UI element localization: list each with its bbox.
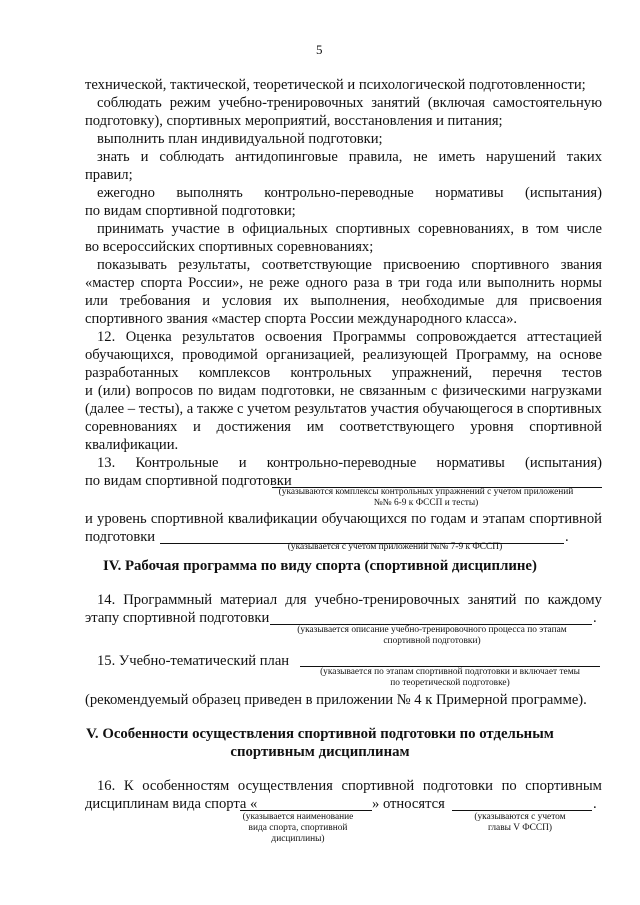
word: физическими	[442, 383, 526, 399]
word: условия	[221, 293, 272, 309]
word: выполнить	[487, 275, 555, 291]
word: (испытания)	[524, 185, 602, 201]
word: нарушений	[486, 149, 556, 165]
para13-line2: по видам спортивной подготовки	[85, 473, 292, 489]
word: обучающегося	[422, 401, 513, 417]
word: учебно-тренировочных	[314, 592, 460, 608]
word: не	[413, 149, 428, 165]
word: выполнять	[176, 185, 243, 201]
word: иметь	[438, 149, 476, 165]
para12-line3	[85, 364, 602, 382]
para16-note-left-c: дисциплины)	[271, 834, 325, 844]
word: самостоятельную	[492, 95, 602, 111]
word: и	[140, 149, 149, 165]
word: том	[536, 221, 559, 237]
word: квалификации	[227, 511, 318, 527]
section5-heading-line2: спортивным дисциплинам	[230, 744, 410, 760]
word: присвоения	[529, 293, 602, 309]
word: спортивных	[335, 221, 411, 237]
word: Контрольные	[135, 455, 219, 471]
para13-note1a: (указываются комплексы контрольных упражнений с учетом приложений	[278, 487, 574, 497]
word: также	[196, 401, 234, 417]
word: особенностям	[142, 778, 230, 794]
para14-line2: этапу спортивной подготовки	[85, 610, 270, 626]
word: а	[186, 401, 194, 417]
para14-note-b: спортивной подготовки)	[383, 636, 481, 646]
word: связанным	[359, 383, 426, 399]
list-item-results	[97, 256, 602, 274]
word: нормативы	[436, 455, 505, 471]
word: Программу,	[455, 347, 529, 363]
word: знать	[97, 149, 130, 165]
word: и	[202, 293, 210, 309]
word: соблюдать	[159, 149, 225, 165]
word: звания	[560, 257, 602, 273]
para13-line3	[85, 510, 602, 528]
word: учетом	[247, 401, 291, 417]
word: реже	[269, 275, 300, 291]
para14-line1	[97, 591, 602, 609]
word: спортивного	[471, 257, 550, 273]
word: по	[411, 511, 427, 527]
para14-note-a: (указывается описание учебно-тренировочного процесса по этапам	[297, 625, 567, 635]
word: показывать	[97, 257, 167, 273]
word: упражнений,	[391, 365, 473, 381]
word: организацией,	[266, 347, 355, 363]
word: и	[470, 511, 479, 527]
word: каждому	[547, 592, 602, 608]
word: 13.	[97, 455, 116, 471]
word: и	[238, 455, 247, 471]
word: России»,	[188, 275, 244, 291]
list-item-competitions-cont: во всероссийских спортивных соревнованиях;	[85, 239, 374, 255]
word: контрольно-переводные	[264, 185, 414, 201]
word: в	[385, 275, 393, 291]
para15-line2: (рекомендуемый образец приведен в приложении № 4 к Примерной программе).	[85, 692, 587, 708]
word: и	[85, 383, 93, 399]
para15-note-b: по теоретической подготовке)	[390, 678, 510, 688]
para12-line1	[97, 328, 602, 346]
para13-line4-end: .	[565, 529, 569, 545]
word: видам	[218, 383, 257, 399]
list-item-regime-cont: подготовку), спортивных мероприятий, восстановления и питания;	[85, 113, 503, 129]
word: одного	[305, 275, 348, 291]
word: года	[426, 275, 453, 291]
word: выполнения,	[310, 293, 390, 309]
word: Программы	[332, 329, 406, 345]
word: присвоению	[383, 257, 460, 273]
word: правила,	[348, 149, 403, 165]
word: контрольно-переводные	[266, 455, 417, 471]
word: необходимые	[401, 293, 485, 309]
word: 12.	[97, 329, 116, 345]
word: сопровождается	[416, 329, 517, 345]
para13-note2: (указывается с учетом приложений №№ 7-9 к ФССП)	[287, 542, 503, 552]
word: результатов	[294, 401, 367, 417]
word: по	[198, 383, 214, 399]
para16-note-left-b: вида спорта, спортивной	[248, 823, 348, 833]
word: комплексов	[198, 365, 271, 381]
word: соблюдать	[97, 95, 162, 111]
para16-end: .	[593, 796, 597, 812]
word: контрольных	[290, 365, 372, 381]
word: принимать	[97, 221, 164, 237]
word: «мастер	[85, 275, 135, 291]
word: перечня	[492, 365, 542, 381]
list-item-competitions	[97, 220, 602, 238]
word: материал	[220, 592, 278, 608]
para12-line6	[85, 418, 602, 436]
word: Программный	[123, 592, 213, 608]
para16-note-right-b: главы V ФССП)	[487, 823, 553, 833]
word: нагрузками	[531, 383, 602, 399]
word: соответствующие	[261, 257, 372, 273]
list-line-preparedness: технической, тактической, теоретической и психологической подготовленности;	[85, 77, 586, 93]
word: не	[249, 275, 264, 291]
word: достижения	[216, 419, 291, 435]
list-item-norms-cont: по видам спортивной подготовки;	[85, 203, 296, 219]
para15-note-a: (указывается по этапам спортивной подготовки и включает темы	[320, 667, 580, 677]
word: реализующей	[362, 347, 448, 363]
word: проводимой	[182, 347, 258, 363]
word: результаты,	[178, 257, 251, 273]
word: тестов	[561, 365, 602, 381]
para16-line2-mid: » относятся	[372, 796, 445, 812]
word: участие	[171, 221, 220, 237]
para12-line4	[85, 382, 602, 400]
word: их	[283, 293, 299, 309]
para16-line1	[97, 777, 602, 795]
para16-note-right-a: (указываются с учетом	[474, 812, 566, 822]
word: годам	[430, 511, 467, 527]
word: соревнованиях	[85, 419, 178, 435]
word: спортивных	[527, 401, 602, 417]
word: в	[227, 221, 235, 237]
section4-heading: IV. Рабочая программа по виду спорта (спортивной дисциплине)	[103, 558, 537, 574]
para14-end: .	[593, 610, 597, 626]
word: обучающихся	[321, 511, 407, 527]
word: требования	[119, 293, 191, 309]
word: освоения	[265, 329, 323, 345]
word: и	[193, 419, 201, 435]
list-item-regime	[97, 94, 602, 112]
list-item-results-line2	[85, 274, 602, 292]
word: с	[431, 383, 438, 399]
word: этапам	[482, 511, 526, 527]
word: подготовки	[422, 778, 493, 794]
para12-line7: квалификации.	[85, 437, 179, 453]
word: вопросов	[135, 383, 194, 399]
list-item-antidoping	[97, 148, 602, 166]
list-item-results-line3	[85, 292, 602, 310]
list-item-norms	[97, 184, 602, 202]
word: спорта	[140, 275, 183, 291]
word: аттестацией	[526, 329, 602, 345]
word: по	[524, 592, 540, 608]
word: с	[237, 401, 244, 417]
word: по	[501, 778, 517, 794]
word: на	[536, 347, 552, 363]
list-item-plan: выполнить план индивидуальной подготовки;	[97, 131, 383, 147]
word: или	[458, 275, 482, 291]
page-number: 5	[316, 42, 323, 57]
word: не	[339, 383, 355, 399]
word: раза	[353, 275, 380, 291]
word: спортивной	[341, 778, 415, 794]
section5-heading-line1: V. Особенности осуществления спортивной подготовки по отдельным	[86, 726, 554, 742]
word: и	[85, 511, 93, 527]
word: для	[285, 592, 307, 608]
word: антидопинговые	[235, 149, 338, 165]
word: основе	[559, 347, 602, 363]
word: им	[306, 419, 324, 435]
word: нормативы	[435, 185, 504, 201]
para16-note-left-a: (указывается наименование	[242, 812, 354, 822]
word: в	[521, 221, 529, 237]
para12-line2	[85, 346, 602, 364]
word: учебно-тренировочных	[218, 95, 364, 111]
word: участия	[370, 401, 419, 417]
word: спортивным	[525, 778, 602, 794]
list-item-results-line4: спортивного звания «мастер спорта России международного класса».	[85, 311, 518, 327]
word: уровня	[470, 419, 514, 435]
word: три	[398, 275, 421, 291]
word: или	[85, 293, 108, 309]
word: нормы	[560, 275, 602, 291]
word: соответствующего	[339, 419, 455, 435]
para12-line5	[85, 400, 602, 418]
word: осуществления	[237, 778, 333, 794]
list-item-antidoping-cont: правил;	[85, 167, 133, 183]
word: 16.	[97, 778, 116, 794]
word: занятий	[371, 95, 421, 111]
word: соревнованиях,	[417, 221, 514, 237]
word: спортивной	[529, 511, 602, 527]
word: официальных	[242, 221, 328, 237]
word: (испытания)	[525, 455, 602, 471]
para13-line4: подготовки	[85, 529, 156, 545]
para16-line2-start: дисциплинам вида спорта «	[85, 796, 258, 812]
word: занятий	[467, 592, 517, 608]
word: результатов	[182, 329, 255, 345]
para15-line1: 15. Учебно-тематический план	[97, 653, 290, 669]
word: К	[123, 778, 134, 794]
para13-note1b: №№ 6-9 к ФССП и тесты)	[373, 498, 479, 508]
word: для	[496, 293, 518, 309]
word: таких	[566, 149, 602, 165]
word: спортивной	[150, 511, 224, 527]
word: Оценка	[125, 329, 172, 345]
word: (далее	[85, 401, 125, 417]
word: (или)	[97, 383, 131, 399]
word: подготовки,	[261, 383, 335, 399]
word: уровень	[97, 511, 147, 527]
word: спортивной	[529, 419, 602, 435]
word: 14.	[97, 592, 116, 608]
word: ежегодно	[97, 185, 155, 201]
word: обучающихся,	[85, 347, 174, 363]
word: разработанных	[85, 365, 179, 381]
word: тесты),	[138, 401, 184, 417]
word: режим	[169, 95, 211, 111]
word: (включая	[427, 95, 485, 111]
word: числе	[566, 221, 602, 237]
word: –	[127, 401, 136, 417]
para13-line1	[97, 454, 602, 472]
word: в	[516, 401, 524, 417]
